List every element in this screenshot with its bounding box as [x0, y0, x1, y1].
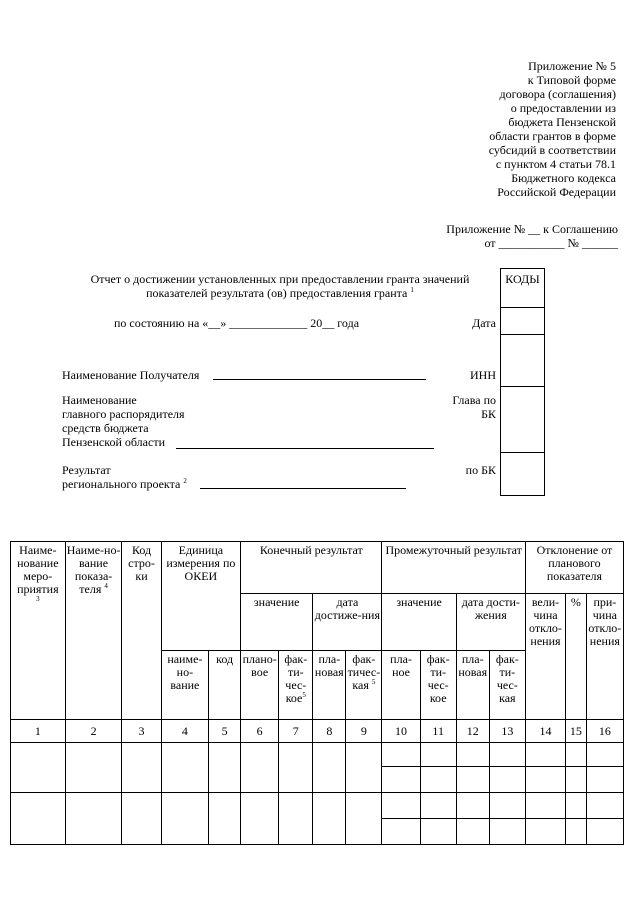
header-plan-date: пла-новая — [313, 651, 346, 720]
table-cell[interactable] — [566, 767, 587, 793]
column-number: 6 — [241, 720, 279, 743]
bk-label: БК — [481, 407, 496, 421]
appendix-line: бюджета Пензенской — [508, 115, 616, 129]
table-cell[interactable] — [586, 793, 623, 819]
column-number: 7 — [279, 720, 313, 743]
table-cell[interactable] — [65, 743, 122, 793]
table-cell[interactable] — [420, 819, 456, 845]
report-title-line1: Отчет о достижении установленных при предоставлении гранта значений — [90, 272, 470, 286]
code-box-date[interactable] — [501, 308, 544, 335]
table-cell[interactable] — [489, 793, 525, 819]
table-cell[interactable] — [420, 743, 456, 767]
column-number: 14 — [525, 720, 565, 743]
header-value: значение — [241, 594, 313, 651]
agreement-ref-line2: от ___________ № ______ — [484, 236, 618, 250]
table-cell[interactable] — [456, 793, 489, 819]
table-cell[interactable] — [456, 743, 489, 767]
po-bk-label: по БК — [465, 463, 496, 477]
table-cell[interactable] — [382, 767, 420, 793]
header-value-interim: значение — [382, 594, 456, 651]
appendix-line: о предоставлении из — [510, 101, 616, 115]
column-number: 16 — [586, 720, 623, 743]
column-number: 4 — [161, 720, 208, 743]
footnote-marker: 2 — [183, 477, 187, 485]
header-plan: плано-вое — [241, 651, 279, 720]
footnote-marker: 1 — [410, 286, 414, 294]
header-unit-name: наиме-но-вание — [161, 651, 208, 720]
header-unit: Единица измерения по ОКЕИ — [161, 542, 240, 651]
header-plan-date-interim: пла-новая — [456, 651, 489, 720]
column-number: 2 — [65, 720, 122, 743]
header-plan-interim: пла-ное — [382, 651, 420, 720]
table-cell[interactable] — [456, 767, 489, 793]
table-cell[interactable] — [586, 767, 623, 793]
recipient-input-line[interactable] — [213, 379, 426, 380]
header-fact: фак-ти-чес-кое$^5$ — [279, 651, 313, 720]
table-cell[interactable] — [566, 793, 587, 819]
table-cell[interactable] — [65, 793, 122, 845]
header-deviation-reason: при-чина откло-нения — [586, 594, 623, 720]
agreement-reference — [358, 222, 618, 250]
column-number: 10 — [382, 720, 420, 743]
glava-label: Глава по — [452, 393, 496, 407]
column-number: 8 — [313, 720, 346, 743]
column-number: 11 — [420, 720, 456, 743]
header-interim-result: Промежуточный результат — [382, 542, 525, 594]
column-number: 15 — [566, 720, 587, 743]
appendix-line: Российской Федерации — [497, 185, 616, 199]
table-cell[interactable] — [313, 743, 346, 793]
result-label — [62, 463, 187, 491]
header-deviation-size: вели-чина откло-нения — [525, 594, 565, 720]
codes-header: КОДЫ — [501, 269, 544, 308]
appendix-line: Бюджетного кодекса — [511, 171, 616, 185]
appendix-line: с пунктом 4 статьи 78.1 — [495, 157, 616, 171]
date-label: Дата — [472, 316, 496, 330]
table-cell[interactable] — [241, 793, 279, 845]
table-cell[interactable] — [209, 793, 241, 845]
header-percent: % — [566, 594, 587, 720]
codes-column — [500, 268, 545, 496]
report-title — [60, 272, 500, 300]
code-box-inn[interactable] — [501, 335, 544, 387]
table-cell[interactable] — [241, 743, 279, 793]
table-cell[interactable] — [525, 793, 565, 819]
code-box-bk[interactable] — [501, 453, 544, 495]
column-number: 5 — [209, 720, 241, 743]
table-cell[interactable] — [346, 793, 382, 845]
table-cell[interactable] — [313, 793, 346, 845]
table-cell[interactable] — [525, 819, 565, 845]
results-table — [10, 541, 624, 845]
table-cell[interactable] — [420, 793, 456, 819]
table-cell[interactable] — [122, 743, 161, 793]
appendix-header — [416, 59, 616, 199]
table-cell[interactable] — [279, 793, 313, 845]
header-unit-code: код — [209, 651, 241, 720]
header-fact-interim: фак-ти-чес-кое — [420, 651, 456, 720]
header-fact-date-interim: фак-ти-чес-кая — [489, 651, 525, 720]
grbs-label-line: Наименование — [62, 393, 137, 407]
header-date-reach-interim: дата дости-жения — [456, 594, 525, 651]
table-cell[interactable] — [489, 743, 525, 767]
table-cell[interactable] — [382, 743, 420, 767]
table-cell[interactable] — [489, 767, 525, 793]
grbs-label-line: Пензенской области — [62, 435, 165, 449]
appendix-line: области грантов в форме — [489, 129, 616, 143]
report-title-line2: показателей результата (ов) предоставления гранта — [146, 286, 408, 300]
inn-label: ИНН — [470, 368, 496, 382]
report-date-line: по состоянию на «__» _____________ 20__ года — [114, 316, 360, 330]
table-cell[interactable] — [420, 767, 456, 793]
table-cell[interactable] — [586, 743, 623, 767]
table-cell[interactable] — [525, 743, 565, 767]
result-label-line: Результат — [62, 463, 111, 477]
agreement-ref-line1: Приложение № __ к Соглашению — [446, 222, 618, 236]
column-number: 12 — [456, 720, 489, 743]
grbs-label-line: средств бюджета — [62, 421, 149, 435]
column-number: 1 — [11, 720, 66, 743]
result-label-line: регионального проекта — [62, 477, 181, 491]
table-cell[interactable] — [279, 743, 313, 793]
code-box-glava[interactable] — [501, 387, 544, 453]
header-final-result: Конечный результат — [241, 542, 382, 594]
recipient-label: Наименование Получателя — [62, 368, 200, 382]
result-input-line[interactable] — [200, 488, 406, 489]
appendix-line: Приложение № 5 — [528, 59, 616, 73]
column-number: 13 — [489, 720, 525, 743]
table-cell[interactable] — [382, 819, 420, 845]
grbs-input-line[interactable] — [176, 448, 434, 449]
table-cell[interactable] — [566, 743, 587, 767]
table-cell[interactable] — [586, 819, 623, 845]
column-number: 9 — [346, 720, 382, 743]
column-number: 3 — [122, 720, 161, 743]
header-deviation: Отклонение от планового показателя — [525, 542, 623, 594]
header-event: Наиме-нование меро-приятия $^3$ — [11, 542, 66, 720]
table-cell[interactable] — [489, 819, 525, 845]
appendix-line: договора (соглашения) — [499, 87, 616, 101]
header-indicator: Наиме-но-вание показа-теля $^4$ — [65, 542, 122, 720]
table-cell[interactable] — [11, 743, 66, 793]
table-cell[interactable] — [122, 793, 161, 845]
header-line-code: Код стро-ки — [122, 542, 161, 720]
table-cell[interactable] — [209, 743, 241, 793]
grbs-label-line: главного распорядителя — [62, 407, 185, 421]
table-cell[interactable] — [161, 743, 208, 793]
appendix-line: субсидий в соответствии — [488, 143, 616, 157]
table-cell[interactable] — [161, 793, 208, 845]
grbs-label — [62, 393, 185, 449]
table-cell[interactable] — [11, 793, 66, 845]
header-date-reach: дата достиже-ния — [313, 594, 382, 651]
table-cell[interactable] — [566, 819, 587, 845]
table-cell[interactable] — [456, 819, 489, 845]
table-cell[interactable] — [346, 743, 382, 793]
appendix-line: к Типовой форме — [527, 73, 616, 87]
table-cell[interactable] — [525, 767, 565, 793]
header-fact-date: фак-тичес-кая $^5$ — [346, 651, 382, 720]
table-cell[interactable] — [382, 793, 420, 819]
